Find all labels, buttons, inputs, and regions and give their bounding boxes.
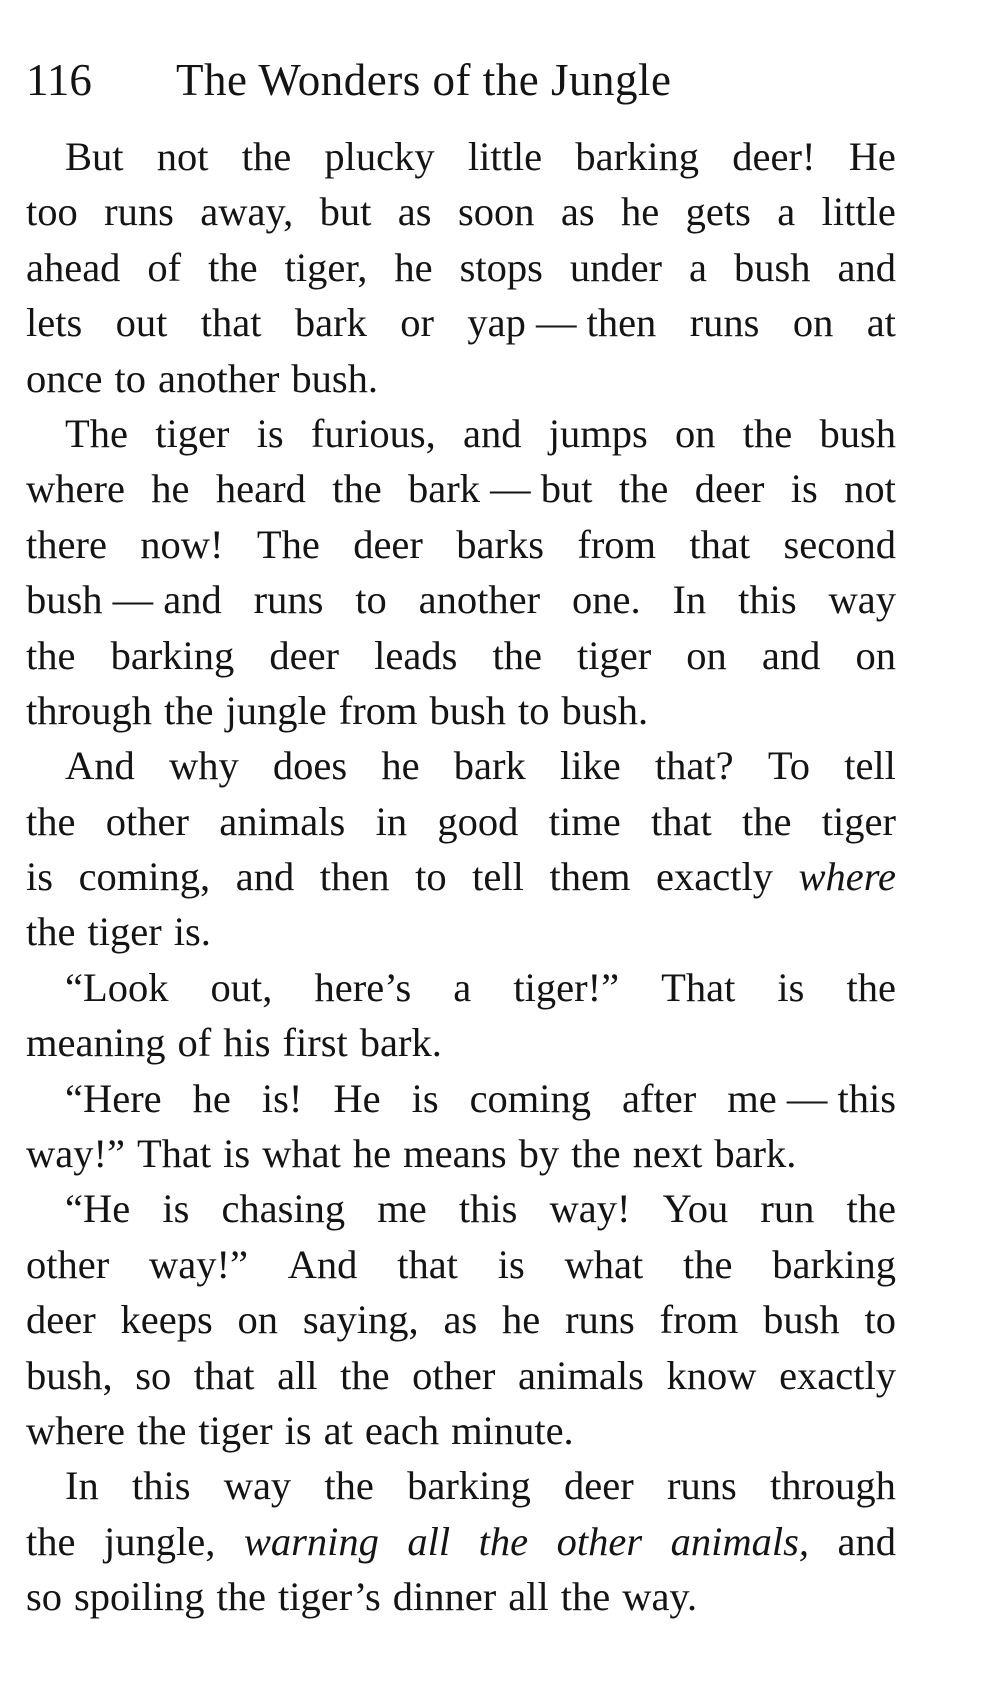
word: other <box>556 1518 643 1564</box>
paragraph-barking-deer-runs <box>26 129 896 406</box>
word: at <box>323 1407 353 1453</box>
word: the <box>26 632 76 678</box>
word: the <box>340 1352 390 1398</box>
word: he <box>192 1075 231 1121</box>
word: and <box>761 632 821 678</box>
word: and <box>463 410 522 456</box>
word: the <box>742 410 793 456</box>
word: exactly <box>779 1352 896 1398</box>
word: bark. <box>714 1131 797 1177</box>
word: where <box>26 466 125 512</box>
word: “Look <box>65 964 169 1010</box>
word: is <box>284 1407 312 1453</box>
word: is <box>790 466 818 512</box>
word: away, <box>200 189 294 235</box>
word: the <box>136 1407 187 1453</box>
word: through <box>26 687 152 733</box>
word: saying, <box>302 1297 419 1343</box>
word: bush. <box>561 687 649 733</box>
word: warning <box>243 1518 379 1564</box>
word: barking <box>110 632 235 678</box>
word: to <box>864 1297 896 1343</box>
word: runs <box>104 189 174 235</box>
word: is <box>223 1131 251 1177</box>
word: barking <box>575 134 700 179</box>
word: He <box>333 1075 381 1121</box>
word: another <box>157 355 280 401</box>
word: But <box>65 134 124 179</box>
word: bark — but <box>408 466 593 512</box>
word: so <box>135 1352 172 1398</box>
text-line <box>26 517 896 572</box>
word: runs <box>565 1297 635 1343</box>
word: bush <box>763 1297 840 1343</box>
text-line <box>26 240 896 295</box>
word: the <box>560 1574 611 1620</box>
word: he <box>620 189 660 235</box>
word: is <box>497 1241 525 1287</box>
word: each <box>364 1407 440 1453</box>
word: dinner <box>392 1574 497 1620</box>
word: the <box>241 134 292 179</box>
word: deer <box>694 466 765 512</box>
running-head <box>26 50 906 110</box>
word: all <box>407 1518 451 1564</box>
word: the <box>742 798 792 844</box>
text-line <box>26 1015 896 1070</box>
word: that <box>650 798 712 844</box>
word: plucky <box>324 134 435 179</box>
word: is. <box>173 909 211 955</box>
paragraph-look-out <box>26 960 896 1071</box>
text-line <box>26 1514 896 1569</box>
word: then <box>319 854 390 900</box>
word: that <box>397 1241 458 1287</box>
word: from <box>659 1297 739 1343</box>
word: he <box>502 1297 541 1343</box>
word: To <box>767 743 810 789</box>
word: to <box>355 577 387 623</box>
text-line <box>26 683 896 738</box>
word: bark. <box>359 1020 442 1066</box>
word: tiger <box>87 909 162 955</box>
word: leads <box>374 632 458 678</box>
word: animals, <box>670 1518 810 1564</box>
word: me — this <box>727 1075 896 1121</box>
paragraph-here-he-is <box>26 1071 896 1182</box>
word: chasing <box>221 1186 346 1232</box>
word: the <box>492 632 542 678</box>
word: but <box>319 189 372 235</box>
word: little <box>821 189 896 235</box>
word: yap — then <box>467 300 657 346</box>
word: he <box>352 1131 392 1177</box>
word: ahead <box>26 244 121 290</box>
text-line <box>26 461 896 516</box>
word: coming, <box>78 854 211 900</box>
word: animals <box>219 798 346 844</box>
word: the <box>26 909 76 955</box>
word: as <box>443 1297 478 1343</box>
word: means <box>403 1131 507 1177</box>
word: tell <box>472 854 524 900</box>
word: barking <box>407 1463 531 1509</box>
word: of <box>147 244 182 290</box>
word: this <box>131 1463 191 1509</box>
word: barks <box>456 521 544 567</box>
word: one. <box>571 577 641 623</box>
word: runs <box>689 300 760 346</box>
word: where <box>798 854 896 900</box>
word: the <box>324 1463 374 1509</box>
word: that <box>193 1352 255 1398</box>
word: is! <box>261 1075 303 1121</box>
word: that? <box>654 743 734 789</box>
text-line <box>26 572 896 627</box>
word: run <box>760 1186 815 1232</box>
word: all <box>508 1574 549 1620</box>
word: to <box>114 355 146 401</box>
paragraph-warning-animals <box>26 1458 896 1624</box>
word: furious, <box>310 410 436 456</box>
word: as <box>560 189 595 235</box>
word: That <box>136 1131 212 1177</box>
word: and <box>837 1518 896 1564</box>
word: all <box>277 1352 318 1398</box>
word: from <box>338 687 418 733</box>
word: the <box>478 1518 529 1564</box>
word: once <box>26 355 103 401</box>
word: bark <box>453 743 526 789</box>
word: me <box>377 1186 427 1232</box>
word: soon <box>457 189 535 235</box>
word: deer! <box>732 134 816 179</box>
word: to <box>517 687 550 733</box>
text-line <box>26 406 896 461</box>
word: runs <box>253 577 324 623</box>
text-line <box>26 129 896 184</box>
word: a <box>453 964 472 1010</box>
word: way. <box>622 1574 698 1620</box>
word: That <box>661 964 736 1010</box>
text-line <box>26 1292 896 1347</box>
text-line <box>26 1181 896 1236</box>
word: on <box>674 410 716 456</box>
word: not <box>844 466 896 512</box>
word: from <box>577 521 657 567</box>
word: deer <box>564 1463 634 1509</box>
word: bush. <box>291 355 379 401</box>
word: good <box>437 798 519 844</box>
text-line <box>26 960 896 1015</box>
word: other <box>105 798 189 844</box>
word: keeps <box>120 1297 213 1343</box>
text-line <box>26 1569 896 1624</box>
word: animals <box>517 1352 644 1398</box>
word: out, <box>210 964 273 1010</box>
word: He <box>848 134 896 179</box>
word: “Here <box>65 1075 162 1121</box>
word: is <box>256 410 284 456</box>
word: does <box>272 743 348 789</box>
word: jungle, <box>103 1518 216 1564</box>
word: tiger <box>198 1407 273 1453</box>
word: is <box>777 964 805 1010</box>
word: stops <box>459 244 543 290</box>
word: out <box>115 300 168 346</box>
text-line <box>26 1458 896 1513</box>
text-line <box>26 1071 896 1126</box>
word: deer <box>269 632 340 678</box>
word: as <box>397 189 432 235</box>
word: another <box>418 577 541 623</box>
word: them <box>549 854 631 900</box>
text-line <box>26 1403 896 1458</box>
word: the <box>571 1131 621 1177</box>
word: way!” <box>26 1131 125 1177</box>
word: here’s <box>314 964 412 1010</box>
word: In <box>672 577 707 623</box>
word: meaning <box>26 1020 166 1066</box>
word: way!” <box>148 1241 248 1287</box>
text-line <box>26 1348 896 1403</box>
word: runs <box>666 1463 737 1509</box>
word: way! <box>549 1186 631 1232</box>
word: like <box>559 743 621 789</box>
word: by <box>518 1131 560 1177</box>
word: deer <box>26 1297 96 1343</box>
word: The <box>65 410 128 456</box>
word: to <box>415 854 447 900</box>
word: bark <box>294 300 367 346</box>
paragraph-why-bark <box>26 738 896 960</box>
word: is <box>411 1075 439 1121</box>
word: there <box>26 521 107 567</box>
word: tell <box>844 743 896 789</box>
word: is <box>26 854 54 900</box>
word: the <box>332 466 382 512</box>
word: know <box>666 1352 757 1398</box>
text-line <box>26 1126 896 1181</box>
body-text <box>26 129 896 1625</box>
word: minute. <box>451 1407 574 1453</box>
word: this <box>738 577 797 623</box>
word: a <box>777 189 796 235</box>
word: that <box>689 521 751 567</box>
text-line <box>26 738 896 793</box>
page-number: 116 <box>26 55 92 105</box>
paragraph-chasing-me <box>26 1181 896 1458</box>
word: You <box>662 1186 729 1232</box>
word: heard <box>215 466 306 512</box>
word: deer <box>353 521 423 567</box>
word: spoiling <box>74 1574 205 1620</box>
word: In <box>65 1463 99 1509</box>
word: he <box>151 466 190 512</box>
word: next <box>632 1131 703 1177</box>
word: bush <box>819 410 896 456</box>
text-line <box>26 295 896 350</box>
word: jungle <box>225 687 327 733</box>
word: tiger!” <box>513 964 620 1010</box>
word: tiger <box>821 798 896 844</box>
word: tiger <box>577 632 652 678</box>
text-line <box>26 184 896 239</box>
word: tiger’s <box>278 1574 381 1620</box>
word: on <box>686 632 727 678</box>
word: on <box>792 300 834 346</box>
word: And <box>65 743 135 789</box>
word: through <box>769 1463 896 1509</box>
text-line <box>26 904 896 959</box>
word: bush, <box>26 1352 113 1398</box>
word: of <box>177 1020 212 1066</box>
word: on <box>237 1297 279 1343</box>
word: and <box>235 854 295 900</box>
text-line <box>26 351 896 406</box>
word: too <box>26 189 78 235</box>
word: other <box>412 1352 496 1398</box>
word: the <box>618 466 669 512</box>
word: time <box>548 798 621 844</box>
word: the <box>682 1241 733 1287</box>
word: way <box>828 577 896 623</box>
word: after <box>622 1075 697 1121</box>
word: his <box>223 1020 271 1066</box>
text-line <box>26 794 896 849</box>
text-line <box>26 628 896 683</box>
word: And <box>287 1241 358 1287</box>
word: on <box>855 632 896 678</box>
word: in <box>375 798 408 844</box>
text-line <box>26 849 896 904</box>
word: bush <box>734 244 811 290</box>
paragraph-tiger-furious <box>26 406 896 738</box>
word: the <box>26 1518 76 1564</box>
word: bush — and <box>26 577 222 623</box>
word: now! <box>140 521 224 567</box>
word: tiger, <box>284 244 368 290</box>
word: under <box>569 244 663 290</box>
word: not <box>156 134 209 179</box>
word: the <box>216 1574 267 1620</box>
word: barking <box>772 1241 896 1287</box>
word: that <box>200 300 262 346</box>
word: and <box>837 244 896 290</box>
word: he <box>394 244 433 290</box>
word: little <box>467 134 543 179</box>
word: tiger <box>155 410 230 456</box>
word: so <box>26 1574 63 1620</box>
word: the <box>26 798 76 844</box>
word: at <box>866 300 896 346</box>
word: The <box>256 521 320 567</box>
word: what <box>564 1241 644 1287</box>
word: bush <box>429 687 506 733</box>
word: the <box>846 964 896 1010</box>
word: what <box>262 1131 341 1177</box>
word: or <box>400 300 434 346</box>
word: the <box>846 1186 896 1232</box>
word: the <box>208 244 258 290</box>
book-title: The Wonders of the Jungle <box>176 55 672 105</box>
word: first <box>282 1020 348 1066</box>
word: a <box>689 244 708 290</box>
word: jumps <box>548 410 648 456</box>
word: way <box>223 1463 292 1509</box>
word: is <box>162 1186 190 1232</box>
word: where <box>26 1407 125 1453</box>
word: the <box>164 687 214 733</box>
word: lets <box>26 300 83 346</box>
word: gets <box>685 189 751 235</box>
word: he <box>381 743 420 789</box>
word: other <box>26 1241 110 1287</box>
word: “He <box>65 1186 131 1232</box>
word: why <box>168 743 239 789</box>
word: second <box>783 521 896 567</box>
word: coming <box>469 1075 592 1121</box>
text-line <box>26 1237 896 1292</box>
word: this <box>458 1186 518 1232</box>
word: exactly <box>656 854 773 900</box>
